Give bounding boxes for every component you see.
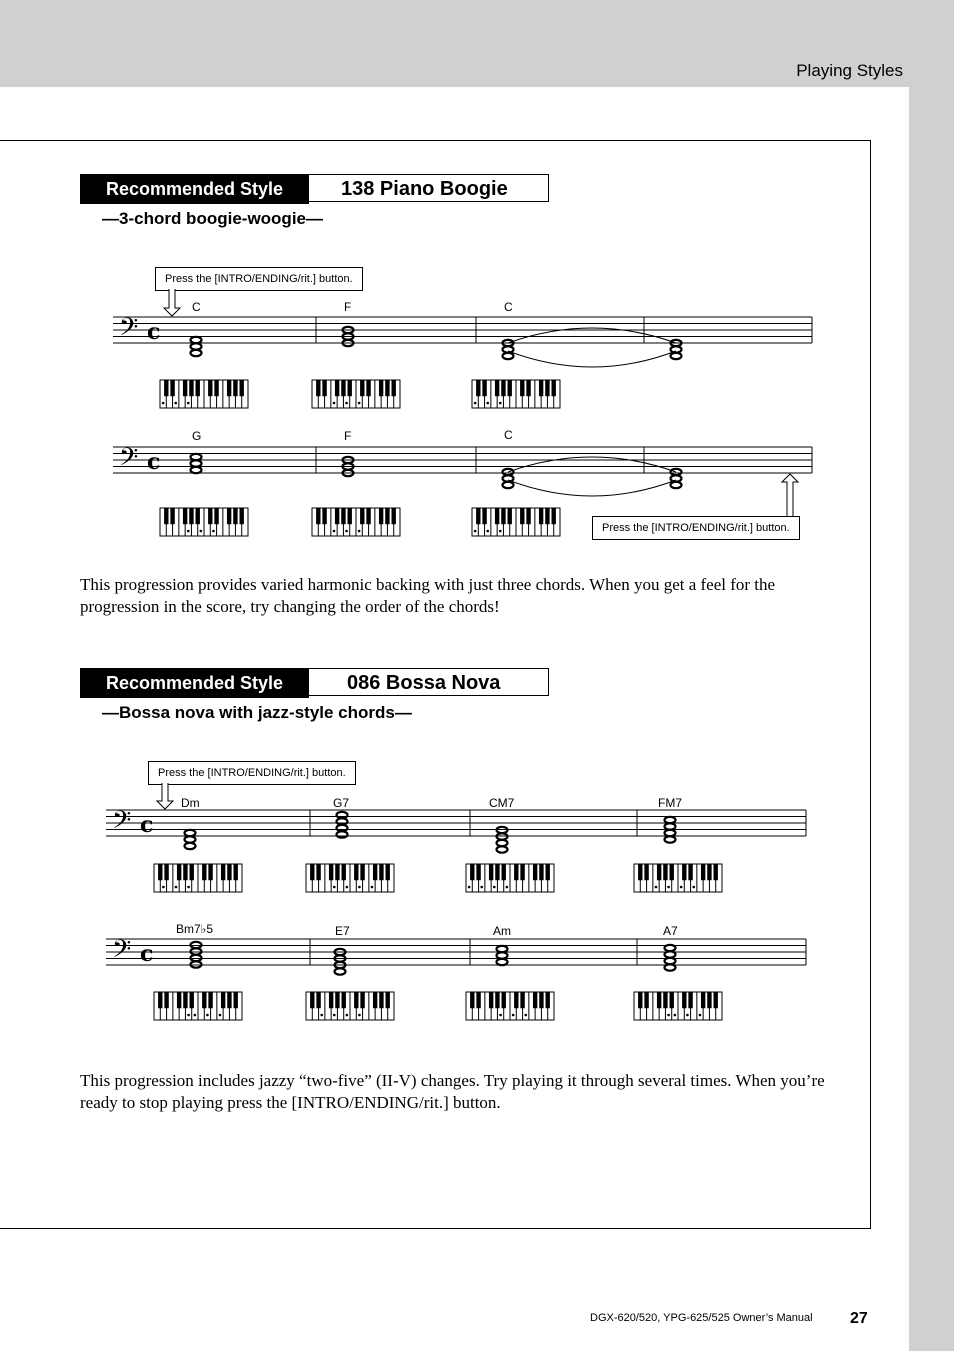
key-dot bbox=[358, 886, 361, 889]
black-key bbox=[688, 992, 692, 1008]
key-dot bbox=[486, 402, 489, 405]
black-key bbox=[470, 992, 474, 1008]
black-key bbox=[196, 508, 200, 524]
black-key bbox=[663, 992, 667, 1008]
black-key bbox=[233, 380, 237, 396]
black-key bbox=[392, 380, 396, 396]
key-dot bbox=[345, 402, 348, 405]
ending-callout: Press the [INTRO/ENDING/rit.] button. bbox=[592, 516, 800, 540]
black-key bbox=[348, 380, 352, 396]
black-key bbox=[354, 992, 358, 1008]
intro-callout: Press the [INTRO/ENDING/rit.] button. bbox=[148, 761, 356, 785]
key-dot bbox=[699, 1014, 702, 1017]
black-key bbox=[373, 864, 377, 880]
black-key bbox=[221, 864, 225, 880]
black-key bbox=[688, 864, 692, 880]
black-key bbox=[164, 508, 168, 524]
black-key bbox=[164, 864, 168, 880]
black-key bbox=[546, 864, 550, 880]
key-dot bbox=[474, 530, 477, 533]
chord-label: C bbox=[504, 300, 513, 314]
chord-label: A7 bbox=[663, 924, 678, 938]
black-key bbox=[189, 508, 193, 524]
black-key bbox=[502, 864, 506, 880]
key-dot bbox=[655, 886, 658, 889]
key-dot bbox=[674, 1014, 677, 1017]
black-key bbox=[539, 992, 543, 1008]
black-key bbox=[379, 992, 383, 1008]
key-dot bbox=[499, 1014, 502, 1017]
key-dot bbox=[499, 402, 502, 405]
black-key bbox=[208, 864, 212, 880]
chord-label: E7 bbox=[335, 924, 350, 938]
black-key bbox=[476, 508, 480, 524]
black-key bbox=[707, 864, 711, 880]
black-key bbox=[234, 864, 238, 880]
black-key bbox=[310, 992, 314, 1008]
key-dot bbox=[219, 1014, 222, 1017]
key-dot bbox=[162, 886, 165, 889]
note-head bbox=[671, 482, 682, 488]
black-key bbox=[190, 992, 194, 1008]
key-dot bbox=[667, 886, 670, 889]
black-key bbox=[177, 992, 181, 1008]
note-head bbox=[185, 843, 196, 849]
key-dot bbox=[333, 1014, 336, 1017]
black-key bbox=[335, 864, 339, 880]
black-key bbox=[342, 864, 346, 880]
black-key bbox=[520, 508, 524, 524]
black-key bbox=[539, 508, 543, 524]
black-key bbox=[638, 992, 642, 1008]
black-key bbox=[489, 864, 493, 880]
black-key bbox=[520, 992, 524, 1008]
note-head bbox=[497, 959, 508, 965]
black-key bbox=[183, 508, 187, 524]
black-key bbox=[208, 992, 212, 1008]
black-key bbox=[546, 992, 550, 1008]
note-head bbox=[503, 482, 514, 488]
black-key bbox=[663, 864, 667, 880]
black-key bbox=[310, 864, 314, 880]
black-key bbox=[158, 992, 162, 1008]
common-time: c bbox=[147, 449, 161, 475]
style-description: This progression provides varied harmonic backing with just three chords. When you get a feel for the progression in the score, try changing the order of the chords! bbox=[80, 575, 776, 616]
black-key bbox=[366, 508, 370, 524]
chord-label: G bbox=[192, 429, 202, 443]
note-head bbox=[503, 353, 514, 359]
black-key bbox=[316, 864, 320, 880]
key-dot bbox=[499, 530, 502, 533]
black-key bbox=[644, 992, 648, 1008]
black-key bbox=[508, 508, 512, 524]
black-key bbox=[316, 992, 320, 1008]
key-dot bbox=[194, 1014, 197, 1017]
black-key bbox=[360, 864, 364, 880]
black-key bbox=[638, 864, 642, 880]
black-key bbox=[476, 992, 480, 1008]
black-key bbox=[366, 380, 370, 396]
key-dot bbox=[474, 402, 477, 405]
black-key bbox=[335, 992, 339, 1008]
black-key bbox=[495, 864, 499, 880]
black-key bbox=[385, 380, 389, 396]
note-head bbox=[665, 836, 676, 842]
black-key bbox=[360, 508, 364, 524]
key-dot bbox=[486, 530, 489, 533]
black-key bbox=[316, 508, 320, 524]
chord-label: F bbox=[344, 300, 352, 314]
key-dot bbox=[346, 1014, 349, 1017]
tie-arc bbox=[508, 457, 676, 472]
black-key bbox=[495, 508, 499, 524]
arrow-down-icon bbox=[157, 783, 173, 809]
page-number: 27 bbox=[850, 1310, 868, 1327]
black-key bbox=[714, 992, 718, 1008]
note-head bbox=[671, 353, 682, 359]
black-key bbox=[227, 864, 231, 880]
arrow-down-icon bbox=[164, 289, 180, 316]
black-key bbox=[657, 992, 661, 1008]
black-key bbox=[379, 508, 383, 524]
black-key bbox=[670, 992, 674, 1008]
common-time: c bbox=[147, 319, 161, 345]
black-key bbox=[670, 864, 674, 880]
black-key bbox=[514, 864, 518, 880]
black-key bbox=[183, 380, 187, 396]
black-key bbox=[348, 508, 352, 524]
style-name: 138 Piano Boogie bbox=[309, 174, 549, 202]
key-dot bbox=[493, 886, 496, 889]
black-key bbox=[183, 992, 187, 1008]
black-key bbox=[322, 508, 326, 524]
black-key bbox=[701, 864, 705, 880]
black-key bbox=[552, 380, 556, 396]
recommended-style-label: Recommended Style bbox=[80, 174, 309, 204]
bass-clef: 𝄢 bbox=[112, 935, 132, 970]
black-key bbox=[539, 864, 543, 880]
style-name: 086 Bossa Nova bbox=[309, 668, 549, 696]
chord-label: F bbox=[344, 429, 352, 443]
black-key bbox=[707, 992, 711, 1008]
chord-label: C bbox=[192, 300, 201, 314]
black-key bbox=[164, 380, 168, 396]
key-dot bbox=[346, 886, 349, 889]
black-key bbox=[526, 508, 530, 524]
black-key bbox=[183, 864, 187, 880]
note-head bbox=[191, 350, 202, 356]
black-key bbox=[482, 508, 486, 524]
key-dot bbox=[680, 886, 683, 889]
chord-label: G7 bbox=[333, 796, 350, 810]
black-key bbox=[644, 864, 648, 880]
key-dot bbox=[212, 530, 215, 533]
key-dot bbox=[358, 402, 361, 405]
black-key bbox=[341, 380, 345, 396]
black-key bbox=[476, 380, 480, 396]
black-key bbox=[233, 508, 237, 524]
key-dot bbox=[667, 1014, 670, 1017]
black-key bbox=[657, 864, 661, 880]
key-dot bbox=[333, 402, 336, 405]
black-key bbox=[335, 508, 339, 524]
black-key bbox=[470, 864, 474, 880]
black-key bbox=[545, 508, 549, 524]
black-key bbox=[386, 864, 390, 880]
recommended-style-label: Recommended Style bbox=[80, 668, 309, 698]
key-dot bbox=[345, 530, 348, 533]
intro-callout: Press the [INTRO/ENDING/rit.] button. bbox=[155, 267, 363, 291]
black-key bbox=[316, 380, 320, 396]
key-dot bbox=[524, 1014, 527, 1017]
note-head bbox=[191, 467, 202, 473]
black-key bbox=[501, 508, 505, 524]
black-key bbox=[329, 864, 333, 880]
note-head bbox=[665, 964, 676, 970]
black-key bbox=[360, 992, 364, 1008]
black-key bbox=[221, 992, 225, 1008]
key-dot bbox=[358, 530, 361, 533]
black-key bbox=[495, 380, 499, 396]
key-dot bbox=[320, 1014, 323, 1017]
black-key bbox=[240, 380, 244, 396]
bass-clef: 𝄢 bbox=[119, 443, 139, 478]
key-dot bbox=[371, 886, 374, 889]
chord-label: FM7 bbox=[658, 796, 682, 810]
black-key bbox=[227, 508, 231, 524]
key-dot bbox=[175, 886, 178, 889]
black-key bbox=[701, 992, 705, 1008]
key-dot bbox=[187, 402, 190, 405]
black-key bbox=[189, 380, 193, 396]
black-key bbox=[539, 380, 543, 396]
black-key bbox=[495, 992, 499, 1008]
black-key bbox=[354, 864, 358, 880]
key-dot bbox=[187, 1014, 190, 1017]
black-key bbox=[227, 380, 231, 396]
black-key bbox=[392, 508, 396, 524]
key-dot bbox=[686, 1014, 689, 1017]
black-key bbox=[360, 380, 364, 396]
key-dot bbox=[174, 402, 177, 405]
black-key bbox=[482, 380, 486, 396]
key-dot bbox=[506, 886, 509, 889]
key-dot bbox=[200, 530, 203, 533]
black-key bbox=[533, 864, 537, 880]
black-key bbox=[164, 992, 168, 1008]
black-key bbox=[508, 380, 512, 396]
common-time: c bbox=[140, 812, 154, 838]
style-subtitle: —Bossa nova with jazz-style chords— bbox=[102, 703, 412, 722]
black-key bbox=[208, 380, 212, 396]
key-dot bbox=[187, 530, 190, 533]
black-key bbox=[214, 508, 218, 524]
black-key bbox=[202, 992, 206, 1008]
tie-arc bbox=[508, 351, 676, 367]
chord-label: CM7 bbox=[489, 796, 515, 810]
black-key bbox=[386, 992, 390, 1008]
black-key bbox=[335, 380, 339, 396]
chord-label: Dm bbox=[181, 796, 200, 810]
black-key bbox=[379, 864, 383, 880]
black-key bbox=[714, 864, 718, 880]
black-key bbox=[502, 992, 506, 1008]
chord-label: Bm7♭5 bbox=[176, 922, 214, 936]
note-head bbox=[337, 831, 348, 837]
black-key bbox=[170, 380, 174, 396]
tie-arc bbox=[508, 480, 676, 496]
key-dot bbox=[206, 1014, 209, 1017]
key-dot bbox=[358, 1014, 361, 1017]
black-key bbox=[342, 992, 346, 1008]
black-key bbox=[341, 508, 345, 524]
manual-footer: DGX-620/520, YPG-625/525 Owner’s Manual bbox=[590, 1312, 813, 1324]
black-key bbox=[533, 992, 537, 1008]
arrow-up-icon bbox=[782, 474, 798, 516]
bass-clef: 𝄢 bbox=[119, 313, 139, 348]
black-key bbox=[196, 380, 200, 396]
black-key bbox=[227, 992, 231, 1008]
key-dot bbox=[480, 886, 483, 889]
black-key bbox=[552, 508, 556, 524]
black-key bbox=[489, 992, 493, 1008]
black-key bbox=[234, 992, 238, 1008]
black-key bbox=[520, 380, 524, 396]
key-dot bbox=[162, 402, 165, 405]
chord-label: C bbox=[504, 428, 513, 442]
black-key bbox=[476, 864, 480, 880]
black-key bbox=[682, 992, 686, 1008]
black-key bbox=[202, 864, 206, 880]
black-key bbox=[520, 864, 524, 880]
bass-clef: 𝄢 bbox=[112, 806, 132, 841]
chord-label: Am bbox=[493, 924, 511, 938]
black-key bbox=[682, 864, 686, 880]
black-key bbox=[385, 508, 389, 524]
black-key bbox=[514, 992, 518, 1008]
black-key bbox=[526, 380, 530, 396]
black-key bbox=[208, 508, 212, 524]
black-key bbox=[177, 864, 181, 880]
black-key bbox=[240, 508, 244, 524]
black-key bbox=[214, 380, 218, 396]
note-head bbox=[335, 968, 346, 974]
black-key bbox=[158, 864, 162, 880]
section-title: Playing Styles bbox=[796, 61, 903, 80]
style-subtitle: —3-chord boogie-woogie— bbox=[102, 209, 323, 228]
key-dot bbox=[468, 886, 471, 889]
key-dot bbox=[333, 530, 336, 533]
key-dot bbox=[692, 886, 695, 889]
key-dot bbox=[512, 1014, 515, 1017]
note-head bbox=[497, 846, 508, 852]
black-key bbox=[329, 992, 333, 1008]
black-key bbox=[373, 992, 377, 1008]
style-description: This progression includes jazzy “two-five” (II-V) changes. Try playing it through several times. When you’re ready to stop playing press the [INTRO/ENDING/rit.] button. bbox=[80, 1071, 825, 1112]
key-dot bbox=[187, 886, 190, 889]
common-time: c bbox=[140, 941, 154, 967]
key-dot bbox=[333, 886, 336, 889]
black-key bbox=[170, 508, 174, 524]
black-key bbox=[501, 380, 505, 396]
black-key bbox=[190, 864, 194, 880]
black-key bbox=[322, 380, 326, 396]
black-key bbox=[379, 380, 383, 396]
black-key bbox=[545, 380, 549, 396]
